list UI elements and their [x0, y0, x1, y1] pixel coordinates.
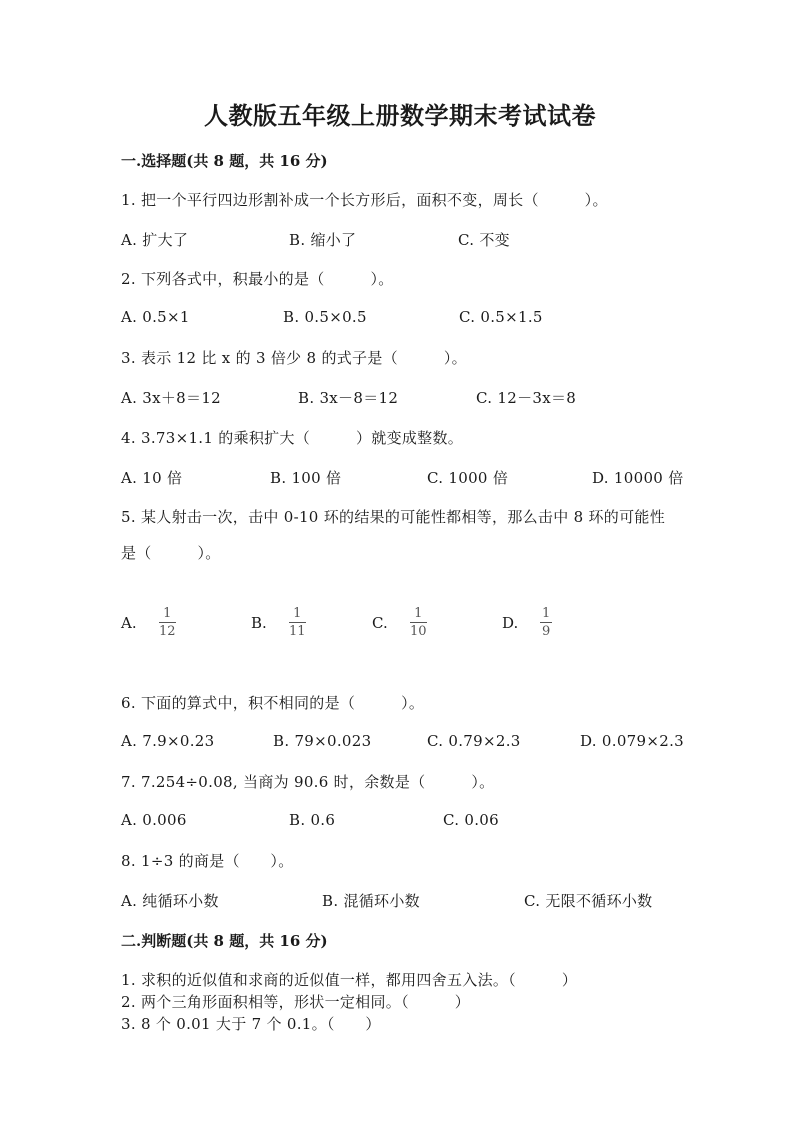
question-5-option-c [372, 606, 427, 639]
question-1-option-c: C. 不变 [458, 231, 510, 249]
option-letter: B. [251, 613, 267, 632]
fraction-numerator: 1 [414, 606, 423, 621]
question-6-option-a: A. 7.9×0.23 [121, 732, 215, 750]
fraction-numerator: 1 [163, 606, 172, 621]
question-5-stem-line2: 是（ ）。 [121, 544, 221, 562]
question-4-option-d: D. 10000 倍 [592, 469, 684, 487]
question-8-option-a: A. 纯循环小数 [121, 892, 219, 910]
question-6-stem: 6. 下面的算式中，积不相同的是（ ）。 [121, 694, 425, 712]
option-letter: D. [502, 613, 519, 632]
fraction-denominator: 12 [159, 624, 176, 639]
question-1-stem: 1. 把一个平行四边形割补成一个长方形后，面积不变，周长（ ）。 [121, 191, 608, 209]
question-1-option-b: B. 缩小了 [289, 231, 357, 249]
fraction [159, 606, 176, 639]
fraction-bar [159, 622, 176, 623]
question-4-option-b: B. 100 倍 [270, 469, 342, 487]
question-7-option-b: B. 0.6 [289, 811, 336, 829]
fraction [289, 606, 306, 639]
question-3-stem: 3. 表示 12 比 x 的 3 倍少 8 的式子是（ ）。 [121, 349, 467, 367]
fraction-numerator: 1 [293, 606, 302, 621]
question-8-stem: 8. 1÷3 的商是（ ）。 [121, 852, 294, 870]
judgement-item-1: 1. 求积的近似值和求商的近似值一样，都用四舍五入法。（ ） [121, 971, 578, 989]
question-7-stem: 7. 7.254÷0.08, 当商为 90.6 时，余数是（ ）。 [121, 773, 495, 791]
fraction [540, 606, 552, 639]
question-6-option-d: D. 0.079×2.3 [580, 732, 684, 750]
question-3-option-a: A. 3x＋8＝12 [121, 389, 222, 407]
option-letter: A. [121, 613, 137, 632]
question-8-option-b: B. 混循环小数 [322, 892, 420, 910]
question-5-option-a [121, 606, 176, 639]
question-7-option-c: C. 0.06 [443, 811, 499, 829]
question-6-option-b: B. 79×0.023 [273, 732, 372, 750]
fraction [410, 606, 427, 639]
fraction-bar [289, 622, 306, 623]
fraction-denominator: 9 [542, 624, 551, 639]
fraction-numerator: 1 [542, 606, 551, 621]
fraction-denominator: 10 [410, 624, 427, 639]
fraction-bar [410, 622, 427, 623]
page-title: 人教版五年级上册数学期末考试试卷 [204, 101, 596, 130]
question-5-stem-line1: 5. 某人射击一次，击中 0-10 环的结果的可能性都相等，那么击中 8 环的可能性 [121, 508, 665, 526]
judgement-item-3: 3. 8 个 0.01 大于 7 个 0.1。（ ） [121, 1015, 381, 1033]
judgement-item-2: 2. 两个三角形面积相等，形状一定相同。（ ） [121, 993, 471, 1011]
question-6-option-c: C. 0.79×2.3 [427, 732, 521, 750]
question-2-stem: 2. 下列各式中，积最小的是（ ）。 [121, 270, 394, 288]
question-7-option-a: A. 0.006 [121, 811, 187, 829]
fraction-denominator: 11 [289, 624, 306, 639]
question-2-option-c: C. 0.5×1.5 [459, 308, 543, 326]
question-2-option-a: A. 0.5×1 [121, 308, 190, 326]
question-8-option-c: C. 无限不循环小数 [524, 892, 653, 910]
fraction-bar [540, 622, 552, 623]
question-5-option-d [502, 606, 552, 639]
question-4-option-c: C. 1000 倍 [427, 469, 509, 487]
section-heading-judgement: 二.判断题(共 8 题，共 16 分) [121, 932, 328, 950]
question-3-option-c: C. 12－3x＝8 [476, 389, 577, 407]
section-heading-choice: 一.选择题(共 8 题，共 16 分) [121, 152, 328, 170]
question-2-option-b: B. 0.5×0.5 [283, 308, 367, 326]
question-5-option-b [251, 606, 306, 639]
question-1-option-a: A. 扩大了 [121, 231, 189, 249]
question-4-stem: 4. 3.73×1.1 的乘积扩大（ ）就变成整数。 [121, 429, 464, 447]
option-letter: C. [372, 613, 388, 632]
question-3-option-b: B. 3x－8＝12 [298, 389, 399, 407]
question-4-option-a: A. 10 倍 [121, 469, 183, 487]
